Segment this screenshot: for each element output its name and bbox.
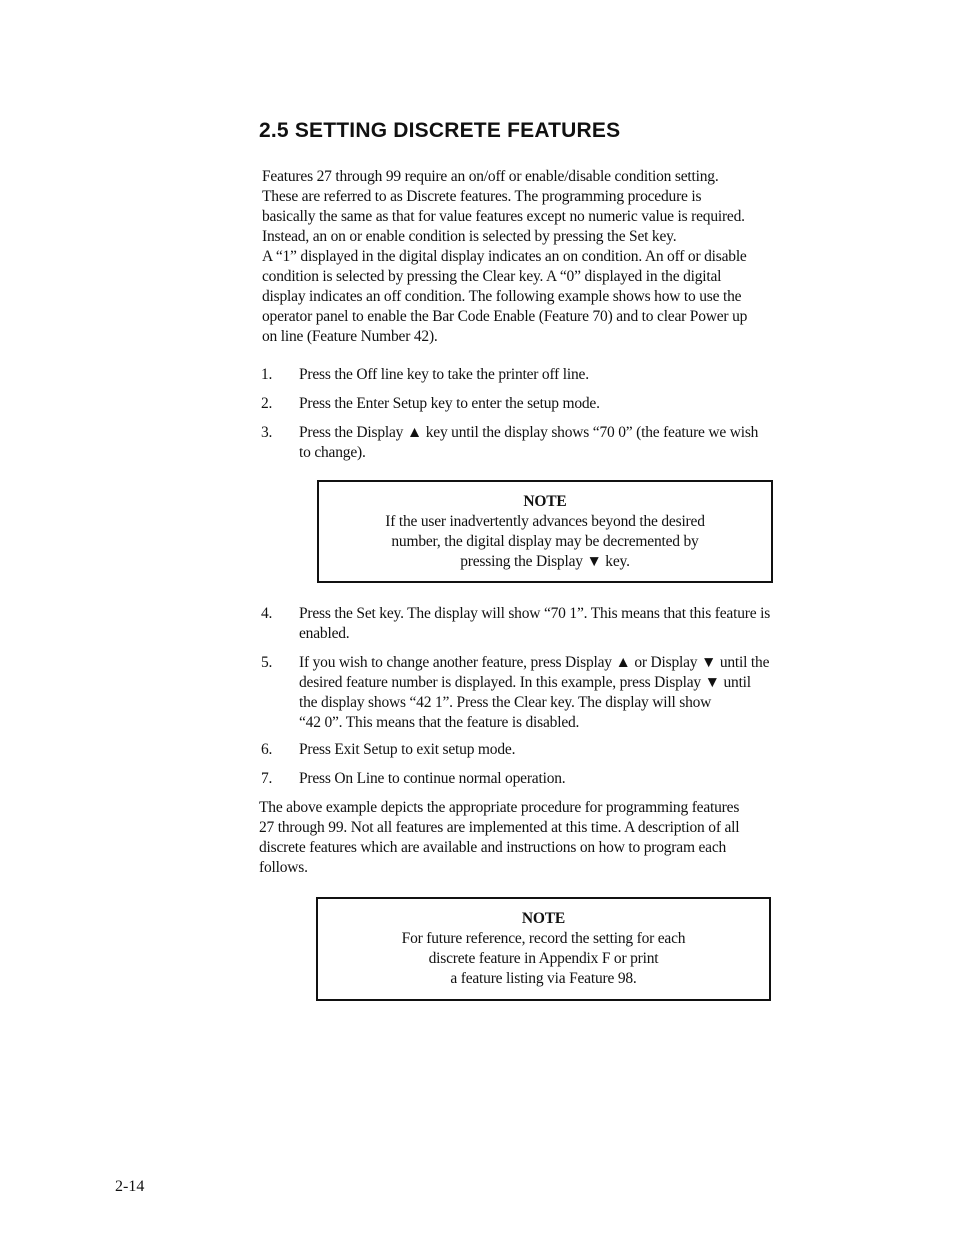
page-number: 2-14 — [115, 1178, 145, 1195]
section-heading: 2.5 SETTING DISCRETE FEATURES — [259, 119, 621, 142]
step-text — [299, 365, 846, 385]
step-text — [299, 423, 846, 463]
step-line: Press the Set key. The display will show “70 1”. This means that this feature is — [299, 605, 771, 622]
summary-line: follows. — [259, 859, 308, 876]
summary-line: discrete features which are available and instructions on how to program each — [259, 839, 727, 856]
step-line: Press Exit Setup to exit setup mode. — [299, 741, 516, 758]
step-line: enabled. — [299, 625, 350, 642]
intro-paragraph — [262, 167, 842, 347]
note-line: number, the digital display may be decremented by — [391, 533, 699, 550]
intro-line: display indicates an off condition. The following example shows how to use the — [262, 288, 742, 305]
intro-line: on line (Feature Number 42). — [262, 328, 438, 345]
step-number: 4. — [261, 605, 273, 622]
step-text — [299, 740, 846, 760]
step-line: Press the Enter Setup key to enter the setup mode. — [299, 395, 600, 412]
step-text — [299, 394, 846, 414]
step-number: 3. — [261, 424, 273, 441]
note-box-display-decrement — [317, 480, 773, 583]
step-text — [299, 653, 846, 733]
step-3 — [261, 423, 846, 463]
summary-line: The above example depicts the appropriate procedure for programming features — [259, 799, 740, 816]
step-number: 2. — [261, 395, 273, 412]
intro-line: operator panel to enable the Bar Code Enable (Feature 70) and to clear Power up — [262, 308, 748, 325]
summary-paragraph — [259, 798, 829, 878]
note-box-record-settings — [316, 897, 771, 1001]
note-line: If the user inadvertently advances beyond the desired — [385, 513, 705, 530]
step-line: Press the Off line key to take the printer off line. — [299, 366, 589, 383]
note-line: For future reference, record the setting for each — [401, 930, 686, 947]
step-text — [299, 604, 846, 644]
intro-line: A “1” displayed in the digital display indicates an on condition. An off or disable — [262, 248, 747, 265]
step-number: 1. — [261, 366, 273, 383]
note-title: NOTE — [523, 493, 567, 510]
note-line: discrete feature in Appendix F or print — [428, 950, 659, 967]
step-1 — [261, 365, 846, 385]
intro-line: condition is selected by pressing the Clear key. A “0” displayed in the digital — [262, 268, 722, 285]
step-line: to change). — [299, 444, 366, 461]
step-7 — [261, 769, 846, 789]
note-line: a feature listing via Feature 98. — [450, 970, 637, 987]
intro-line: basically the same as that for value features except no numeric value is required. — [262, 208, 745, 225]
summary-line: 27 through 99. Not all features are implemented at this time. A description of all — [259, 819, 740, 836]
step-line: Press On Line to continue normal operation. — [299, 770, 566, 787]
intro-line: Features 27 through 99 require an on/off or enable/disable condition setting. — [262, 168, 719, 185]
step-text — [299, 769, 846, 789]
step-2 — [261, 394, 846, 414]
intro-line: Instead, an on or enable condition is selected by pressing the Set key. — [262, 228, 677, 245]
note-title: NOTE — [521, 910, 566, 927]
step-4 — [261, 604, 846, 644]
step-line: Press the Display ▲ key until the display shows “70 0” (the feature we wish — [299, 424, 759, 441]
step-line: If you wish to change another feature, press Display ▲ or Display ▼ until the — [299, 654, 770, 671]
step-line: desired feature number is displayed. In this example, press Display ▼ until — [299, 674, 751, 691]
step-line: the display shows “42 1”. Press the Clear key. The display will show — [299, 694, 712, 711]
step-number: 5. — [261, 654, 273, 671]
step-number: 7. — [261, 770, 273, 787]
step-5 — [261, 653, 846, 733]
note-line: pressing the Display ▼ key. — [460, 553, 630, 570]
step-6 — [261, 740, 846, 760]
step-number: 6. — [261, 741, 273, 758]
intro-line: These are referred to as Discrete features. The programming procedure is — [262, 188, 702, 205]
step-line: “42 0”. This means that the feature is disabled. — [299, 714, 580, 731]
